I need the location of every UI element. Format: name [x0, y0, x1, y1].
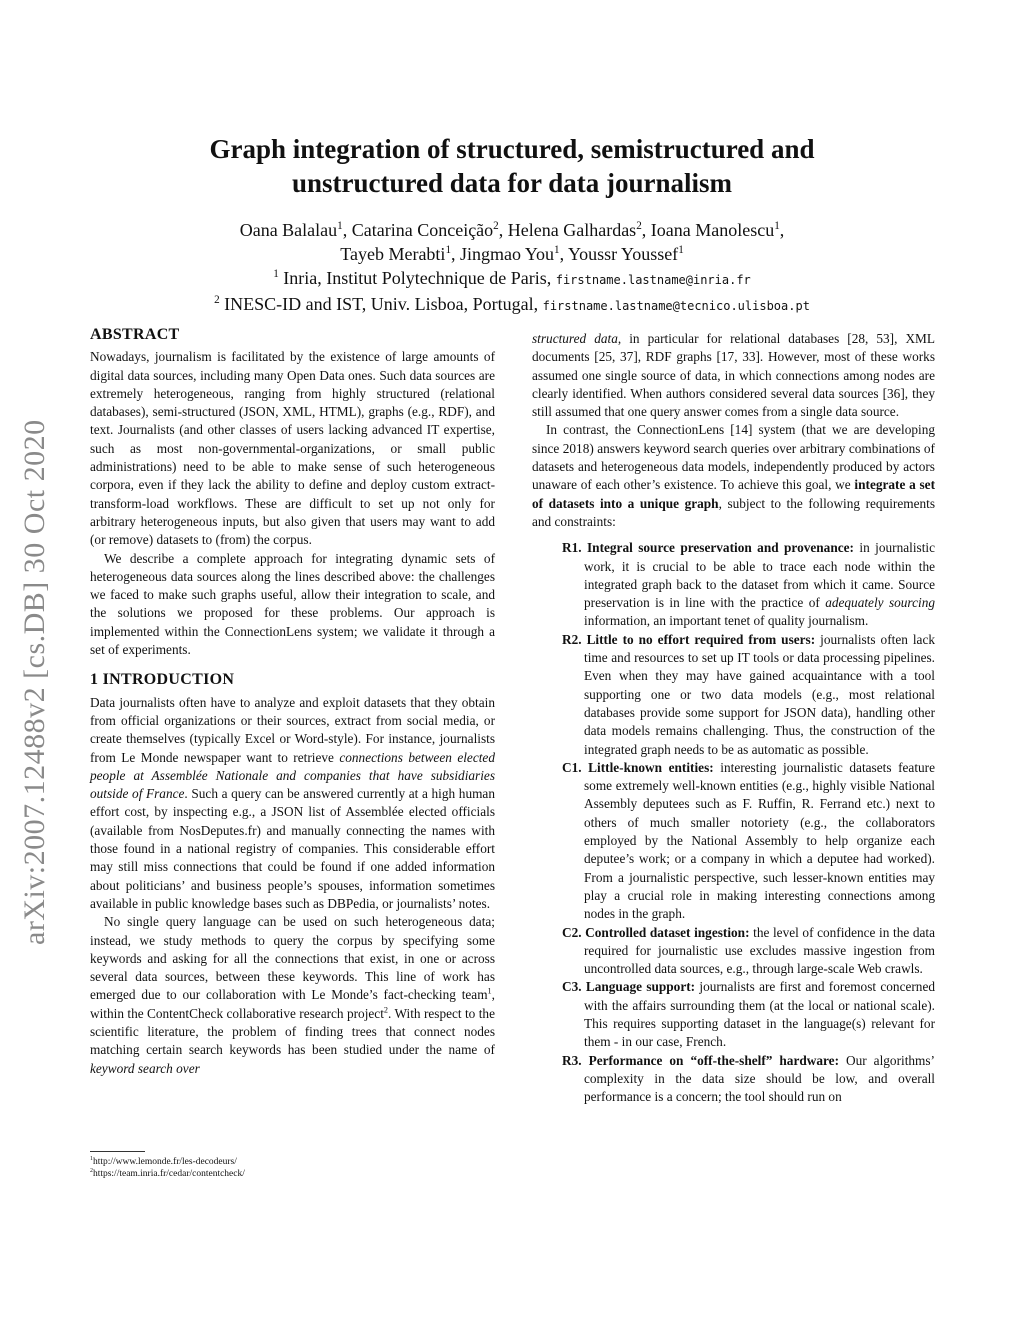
footnote-1: $^1$http://www.lemonde.fr/les-decodeurs/ [90, 1155, 237, 1167]
title-line-1: Graph integration of structured, semistructured and [209, 134, 815, 164]
affiliation-name: Inria, Institut Polytechnique de Paris, [278, 268, 556, 288]
requirements-list [532, 539, 935, 1106]
author-name: , Jingmao You [451, 244, 555, 264]
footnote-ref-2: 2 [383, 1005, 389, 1015]
author-name: Oana Balalau [239, 220, 338, 240]
arxiv-identifier: arXiv:2007.12488v2 [cs.DB] 30 Oct 2020 [18, 419, 51, 945]
requirement-r1: R1. Integral source preservation and provenance: in journalistic work, it is crucial to be able to trace each node within the integrated graph back to the dataset from which it came. Source preservation is in line with the practice of adequately sourcing information, an important tenet of quality journalism. [562, 540, 935, 629]
left-column [90, 326, 495, 1078]
footnote-2: $^2$https://team.inria.fr/cedar/contentcheck/ [90, 1167, 245, 1179]
footnotes [90, 1151, 495, 1180]
author-line-2 [90, 242, 934, 266]
affiliation-email: firstname.lastname@tecnico.ulisboa.pt [542, 299, 810, 313]
footnote-ref-1: 1 [487, 986, 492, 996]
author-separator: , [779, 220, 785, 240]
author-line-1 [90, 218, 934, 242]
requirement-c1: C1. Little-known entities: interesting journalistic datasets feature some extremely well-known entities (e.g., highly visible National Assembly deputees such as F. Ruffin, R. Ferrand etc.) next to others of much smaller notoriety (e.g., the collaborators employed by the National Assembly to help organize each deputee’s work; or a company in which a deputee had worked). From a journalistic perspective, such lesser-known entities may play a crucial role in making interesting connections among nodes in the graph. [562, 759, 935, 922]
author-name: Tayeb Merabti [340, 244, 446, 264]
affiliation-number: 2 [214, 294, 220, 306]
author-name: , Ioana Manolescu [641, 220, 775, 240]
affiliation-email: firstname.lastname@inria.fr [555, 273, 751, 287]
intro-paragraph-2: No single query language can be used on such heterogeneous data; instead, we study methods to query the corpus by specifying some keywords and asking for all the connections that exist, in one or across several data sources, between these keywords. This line of work has emerged due to our collaboration with Le Monde’s fact-checking team$^1$, within the ContentCheck collaborative research project$^2$. With respect to the scientific literature, the problem of finding trees that connect nodes matching certain search keywords has been studied under the name of keyword search over [90, 914, 495, 1076]
author-block [90, 218, 934, 318]
affiliation-mark: 1 [774, 220, 780, 232]
intro-paragraph-1: Data journalists often have to analyze and exploit datasets that they obtain from official organizations or their sources, extract from social media, or create themselves (typically Excel or Word-style). For instance, journalists from Le Monde newspaper want to retrieve connections between elected people at Assemblée Nationale and companies that have subsidiaries outside of France. Such a query can be answered currently at a high human effort cost, by inspecting e.g., a JSON list of Assemblée elected officials (available from NosDeputes.fr) and manually connecting the names with those found in a national registry of companies. This considerable effort may still miss connections that could be found if one added information about politicians’ and business people’s spouses, information sometimes available in public knowledge bases such as DBPedia, or journalists’ notes. [90, 694, 495, 911]
requirement-c3: C3. Language support: journalists are first and foremost concerned with the affairs surrounding them (at the local or national scale). This requires supporting dataset in the language(s) relevant for them - in our case, French. [562, 979, 935, 1050]
author-name: , Catarina Conceição [342, 220, 494, 240]
requirement-r2: R2. Little to no effort required from users: journalists often lack time and resources to set up IT tools or data processing pipelines. Even when they may have gained acquaintance with a tool supporting one or two data models (e.g., most relational databases provide some support for JSON data), handling other data models remains challenging. Thus, the construction of the integrated graph needs to be as automatic as possible. [562, 631, 936, 757]
abstract-heading: ABSTRACT [90, 326, 180, 343]
abstract-paragraph-1: Nowadays, journalism is facilitated by the existence of large amounts of digital data sources, including many Open Data ones. Such data sources are extremely heterogeneous, ranging from highly structured (relational databases), semi-structured (JSON, XML, HTML), graphs (e.g., RDF), and text. Journalists (and other classes of users lacking advanced IT expertise, such as most non-governmental-organizations, or small public administrations) need to be able to make sense of such heterogeneous corpora, even if they lack the ability to define and deploy custom extract-transform-load workflows. These are difficult to set up not only for arbitrary heterogeneous inputs, but also given that users may want to add (or remove) datasets to (from) the corpus. [90, 349, 495, 548]
abstract-paragraph-2: We describe a complete approach for integrating dynamic sets of heterogeneous data sources along the lines described above: the challenges we faced to make such graphs useful, allow their integration to scale, and the solutions we proposed for these problems. Our approach is implemented within the ConnectionLens system; we validate it through a set of experiments. [90, 550, 495, 658]
right-column [532, 330, 935, 1106]
affiliation-mark: 1 [337, 220, 343, 232]
affiliation-2 [90, 292, 934, 318]
affiliation-mark: 1 [445, 244, 452, 256]
affiliation-mark: 1 [678, 244, 684, 256]
title-line-2: unstructured data for data journalism [291, 168, 733, 198]
footnote-divider [90, 1151, 145, 1152]
affiliation-1 [90, 266, 934, 292]
affiliation-mark: 2 [636, 220, 642, 232]
affiliation-mark: 1 [554, 244, 560, 256]
right-paragraph-2: In contrast, the ConnectionLens [14] system (that we are developing since 2018) answers keyword search queries over arbitrary combinations of datasets and heterogeneous data models, independently produced by actors unaware of each other’s existence. To achieve this goal, we integrate a set of datasets into a unique graph, subject to the following requirements and constraints: [532, 422, 935, 529]
affiliation-name: INESC-ID and IST, Univ. Lisboa, Portugal, [219, 294, 543, 314]
introduction-heading: 1 INTRODUCTION [90, 671, 235, 689]
author-name: , Helena Galhardas [498, 220, 637, 240]
requirement-c2: C2. Controlled dataset ingestion: the level of confidence in the data required for journalistic use excludes massive ingestion from uncontrolled data sources, e.g., through large-scale Web crawls. [562, 924, 935, 977]
footnote-link[interactable]: http://www.lemonde.fr/les-decodeurs/ [92, 1157, 237, 1167]
requirement-r3: R3. Performance on “off-the-shelf” hardware: Our algorithms’ complexity in the data size should be low, and overall performance is a concern; the tool should run on [562, 1052, 935, 1105]
author-name: , Youssr Youssef [559, 244, 679, 264]
paper-title [90, 132, 934, 200]
footnote-link[interactable]: https://team.inria.fr/cedar/contentcheck/ [92, 1169, 245, 1179]
right-paragraph-1: structured data, in particular for relational databases [28, 53], XML documents [25, 37], RDF graphs [17, 33]. However, most of these works assumed one single source of data, in which connections among nodes are clearly identified. When authors considered several data sources [36], they still assumed that one query answer comes from a single data source. [532, 331, 935, 420]
affiliation-number: 1 [273, 268, 279, 280]
affiliation-mark: 2 [493, 220, 499, 232]
